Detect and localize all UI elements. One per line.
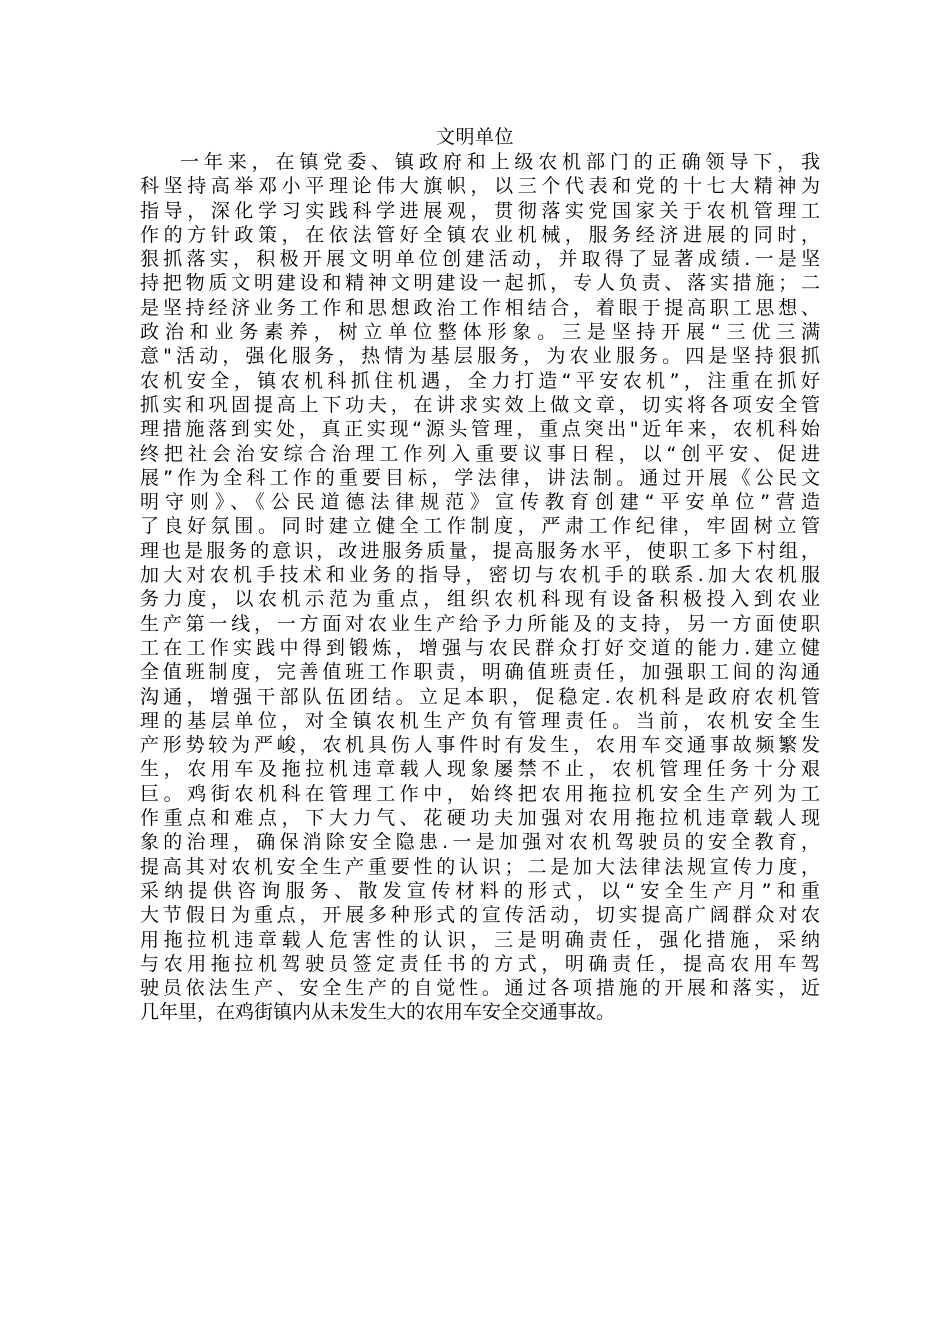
- body-line: 驶员依法生产、安全生产的自觉性。通过各项措施的开展和落实，近: [140, 977, 820, 1000]
- body-line: 大节假日为重点，开展多种形式的宣传活动，切实提高广阔群众对农: [140, 904, 820, 927]
- body-line: 农机安全，镇农机科抓住机遇，全力打造“平安农机”，注重在抓好: [140, 369, 820, 392]
- body-line: 指导，深化学习实践科学进展观，贯彻落实党国家关于农机管理工: [140, 199, 820, 222]
- body-line: 了良好氛围。同时建立健全工作制度，严肃工作纪律，牢固树立管: [140, 515, 820, 538]
- body-line: 生，农用车及拖拉机违章载人现象屡禁不止，农机管理任务十分艰: [140, 758, 820, 781]
- body-line: 理也是服务的意识，改进服务质量，提高服务水平，使职工多下村组，: [140, 539, 820, 562]
- body-line: 政治和业务素养，树立单位整体形象。三是坚持开展“三优三满: [140, 321, 820, 344]
- body-line: 理措施落到实处，真正实现“源头管理，重点突出"近年来，农机科始: [140, 418, 820, 441]
- body-line: 加大对农机手技术和业务的指导，密切与农机手的联系.加大农机服: [140, 564, 820, 587]
- body-line: 全值班制度，完善值班工作职责，明确值班责任，加强职工间的沟通: [140, 661, 820, 684]
- body-line: 持把物质文明建设和精神文明建设一起抓，专人负责、落实措施；二: [140, 272, 820, 295]
- body-line: 抓实和巩固提高上下功夫，在讲求实效上做文章，切实将各项安全管: [140, 393, 820, 416]
- body-line: 用拖拉机违章载人危害性的认识，三是明确责任，强化措施，采纳: [140, 928, 820, 951]
- body-line: 务力度，以农机示范为重点，组织农机科现有设备积极投入到农业: [140, 588, 820, 611]
- body-line: 狠抓落实，积极开展文明单位创建活动，并取得了显著成绩.一是坚: [140, 248, 820, 271]
- body-line: 明守则》、《公民道德法律规范》宣传教育创建“平安单位”营造: [140, 491, 820, 514]
- body-line: 象的治理，确保消除安全隐患.一是加强对农机驾驶员的安全教育，: [140, 831, 820, 854]
- body-line: 作重点和难点，下大力气、花硬功夫加强对农用拖拉机违章载人现: [140, 807, 820, 830]
- body-line: 采纳提供咨询服务、散发宣传材料的形式，以“安全生产月”和重: [140, 879, 820, 902]
- body-line: 是坚持经济业务工作和思想政治工作相结合，着眼于提高职工思想、: [140, 296, 820, 319]
- body-line: 产形势较为严峻，农机具伤人事件时有发生，农用车交通事故频繁发: [140, 734, 820, 757]
- body-line: 一年来，在镇党委、镇政府和上级农机部门的正确领导下，我: [180, 151, 820, 173]
- body-line: 生产第一线，一方面对农业生产给予力所能及的支持，另一方面使职: [140, 612, 820, 635]
- body-line: 作的方针政策，在依法管好全镇农业机械，服务经济进展的同时，: [140, 223, 820, 246]
- body-line: 展”作为全科工作的重要目标，学法律，讲法制。通过开展《公民文: [140, 466, 820, 489]
- body-line: 与农用拖拉机驾驶员签定责任书的方式，明确责任，提高农用车驾: [140, 952, 820, 975]
- body-line: 科坚持高举邓小平理论伟大旗帜，以三个代表和党的十七大精神为: [140, 175, 820, 198]
- body-line: 工在工作实践中得到锻炼，增强与农民群众打好交道的能力.建立健: [140, 636, 820, 659]
- body-line: 理的基层单位，对全镇农机生产负有管理责任。当前，农机安全生: [140, 709, 820, 732]
- body-line: 终把社会治安综合治理工作列入重要议事日程，以“创平安、促进: [140, 442, 820, 465]
- body-line: 意"活动，强化服务，热情为基层服务，为农业服务。四是坚持狠抓: [140, 345, 820, 368]
- document-body: [140, 150, 820, 1025]
- document-title: 文明单位: [435, 126, 514, 148]
- body-line: 沟通，增强干部队伍团结。立足本职，促稳定.农机科是政府农机管: [140, 685, 820, 708]
- body-line: 巨。鸡街农机科在管理工作中，始终把农用拖拉机安全生产列为工: [140, 782, 820, 805]
- body-line: 提高其对农机安全生产重要性的认识；二是加大法律法规宣传力度，: [140, 855, 820, 878]
- body-line: 几年里，在鸡街镇内从未发生大的农用车安全交通事故。: [140, 1001, 616, 1024]
